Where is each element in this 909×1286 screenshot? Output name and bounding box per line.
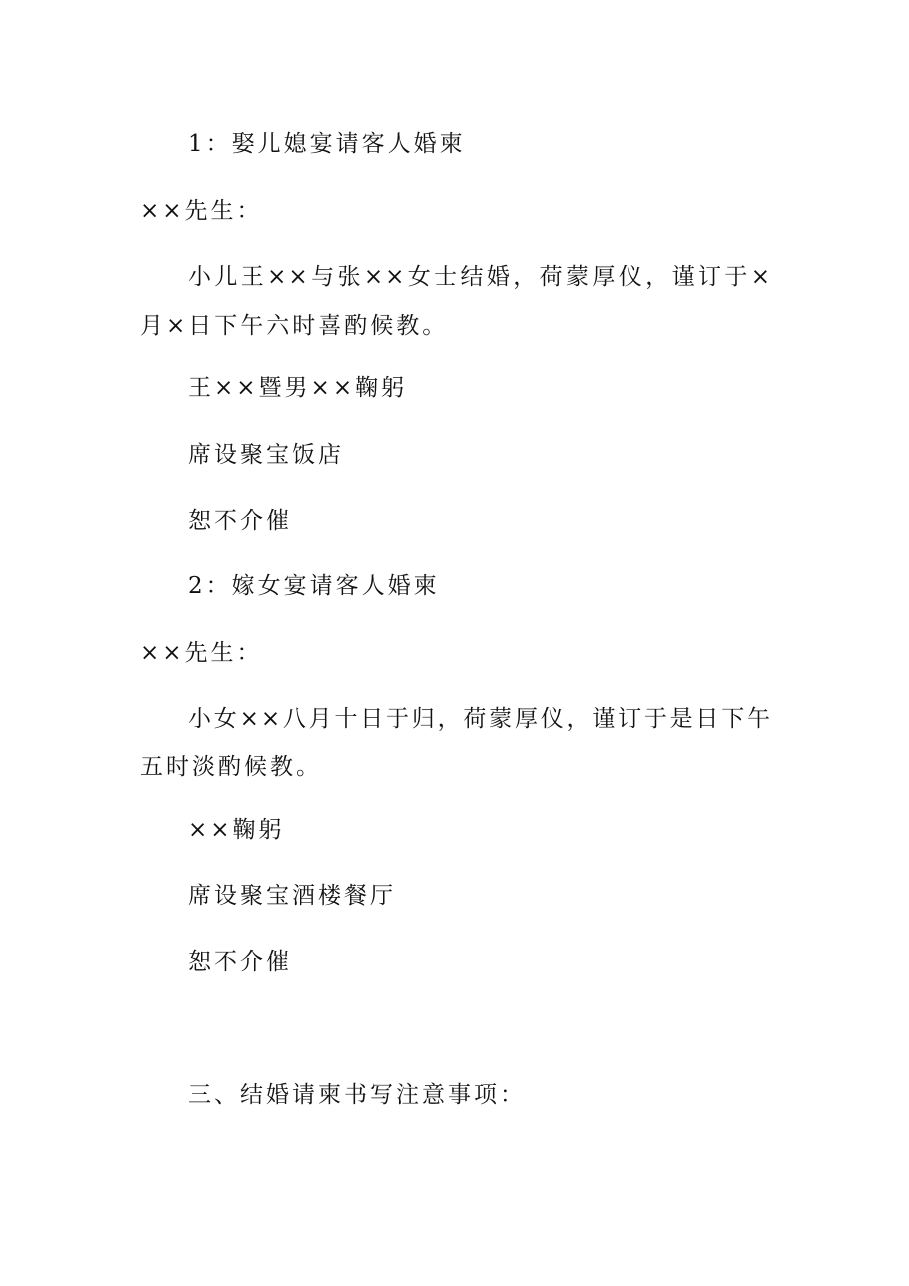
- letter1-salutation: ××先生：: [140, 198, 263, 224]
- letter1-closing: 恕不介催: [188, 508, 292, 534]
- section-heading: 三、结婚请柬书写注意事项：: [188, 1082, 526, 1108]
- letter2-body-line2: 五时淡酌候教。: [140, 754, 322, 780]
- letter1-body-line1: 小儿王××与张××女士结婚，荷蒙厚仪，谨订于×: [188, 264, 772, 290]
- letter2-closing: 恕不介催: [188, 949, 292, 975]
- letter2-heading: 2：嫁女宴请客人婚柬: [188, 573, 440, 599]
- letter2-body-line1: 小女××八月十日于归，荷蒙厚仪，谨订于是日下午: [188, 706, 772, 732]
- letter1-signature: 王××暨男××鞠躬: [188, 375, 408, 401]
- letter1-heading: 1：娶儿媳宴请客人婚柬: [188, 131, 466, 157]
- letter2-salutation: ××先生：: [140, 640, 263, 666]
- letter1-venue: 席设聚宝饭店: [188, 442, 344, 468]
- letter2-venue: 席设聚宝酒楼餐厅: [188, 883, 396, 909]
- letter1-body-line2: 月×日下午六时喜酌候教。: [140, 313, 449, 339]
- letter2-signature: ××鞠躬: [188, 817, 285, 843]
